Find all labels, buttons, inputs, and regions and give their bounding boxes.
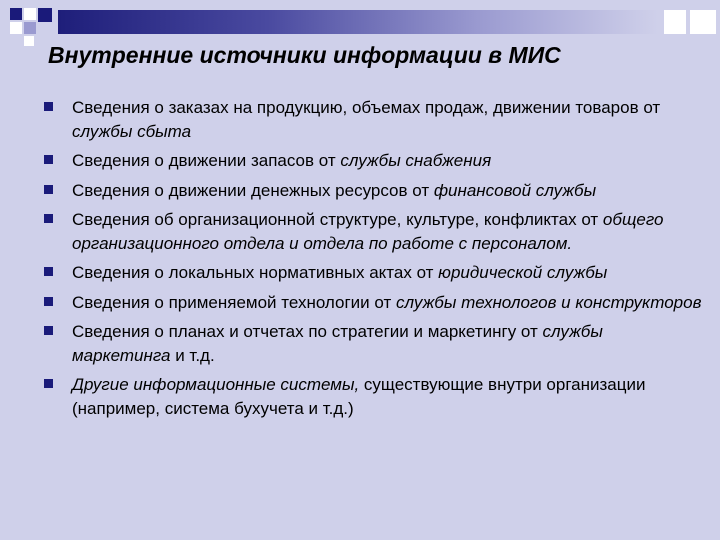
bullet-source: общего организационного отдела и отдела по работе с персоналом. <box>72 210 664 253</box>
bullet-list <box>44 96 704 426</box>
bullet-square-icon <box>44 155 53 164</box>
bullet-item <box>44 179 704 203</box>
bullet-item <box>44 291 704 315</box>
bullet-item <box>44 149 704 173</box>
decor-square <box>690 10 716 34</box>
decor-square <box>24 36 34 46</box>
decor-square <box>38 8 52 22</box>
bullet-tail: существующие внутри организации (например, система бухучета и т.д.) <box>72 375 646 418</box>
bullet-square-icon <box>44 326 53 335</box>
bullet-source: финансовой службы <box>433 180 597 200</box>
bullet-item <box>44 208 704 255</box>
decor-square <box>10 22 22 34</box>
bullet-square-icon <box>44 379 53 388</box>
decorative-header <box>0 0 720 48</box>
bullet-item <box>44 320 704 367</box>
bullet-square-icon <box>44 102 53 111</box>
bullet-source: службы технологов и конструкторов <box>396 292 702 312</box>
bullet-text: Сведения о локальных нормативных актах от <box>72 263 439 282</box>
bullet-square-icon <box>44 267 53 276</box>
bullet-item <box>44 373 704 420</box>
bullet-text: Сведения о заказах на продукцию, объемах продаж, движении товаров от <box>72 98 661 117</box>
bullet-item <box>44 261 704 285</box>
bullet-text: Сведения о применяемой технологии от <box>72 292 396 312</box>
bullet-text: Сведения о движении запасов от <box>72 151 341 170</box>
bullet-square-icon <box>44 185 53 194</box>
bullet-square-icon <box>44 214 53 223</box>
bullet-source: службы сбыта <box>72 121 192 141</box>
bullet-source: Другие информационные системы, <box>72 375 360 394</box>
bullet-text: Сведения об организационной структуре, культуре, конфликтах от <box>72 210 603 229</box>
bullet-text: Сведения о движении денежных ресурсов от <box>72 180 434 200</box>
decor-square <box>24 22 36 34</box>
decor-square <box>10 8 22 20</box>
bullet-square-icon <box>44 297 53 306</box>
header-gradient-bar <box>58 10 658 34</box>
decor-square <box>24 8 36 20</box>
bullet-text: Сведения о планах и отчетах по стратегии и маркетингу от <box>72 322 543 341</box>
decor-square <box>664 10 686 34</box>
bullet-source: службы снабжения <box>340 151 492 170</box>
bullet-tail: и т.д. <box>170 345 215 365</box>
bullet-item <box>44 96 704 143</box>
bullet-source: службы маркетинга <box>72 322 603 365</box>
bullet-source: юридической службы <box>438 263 608 282</box>
slide-title: Внутренние источники информации в МИС <box>48 42 561 68</box>
